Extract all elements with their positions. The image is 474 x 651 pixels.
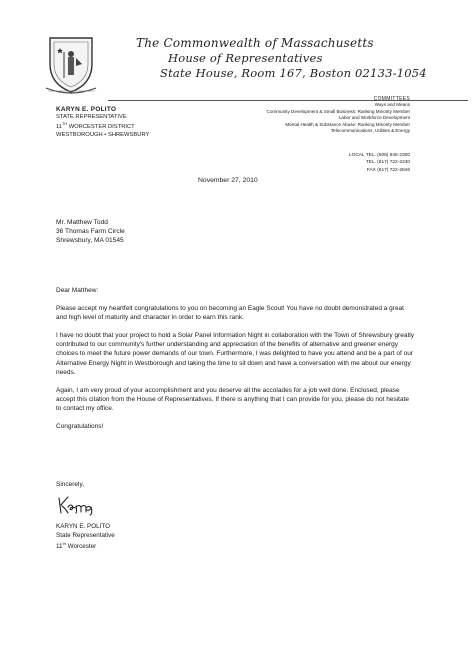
committee-item: Community Development & Small Business: Ranking Minority Member <box>266 108 410 114</box>
committee-item: Labor and Workforce Development <box>338 115 410 121</box>
massachusetts-seal-icon <box>40 34 102 96</box>
letterhead-title <box>128 36 468 81</box>
handwritten-signature <box>56 494 106 516</box>
office-phone: TEL. (617) 722-2230 <box>365 160 410 166</box>
signer-district-suffix: th <box>62 541 66 547</box>
signer-district <box>56 540 115 552</box>
body-paragraph: I have no doubt that your project to hold a Solar Panel Information Night in collaboration with the Town of Shrewsbury greatly contributed to our community's further understanding and appreciation of the benefits of alternative and greener energy choices to meet the future power demands of our town. Furthermore, I was delighted to have you attend and be a part of our Alternative Energy Night in Westborough and taking the time to sit down and have a conversation with me about our energy needs. <box>56 332 414 376</box>
committee-item: Telecommunications, Utilities & Energy <box>330 128 410 134</box>
committees-block <box>240 96 410 134</box>
recipient-line: 36 Thomas Farm Circle <box>56 228 125 236</box>
letterhead-line-house: House of Representatives <box>168 51 323 65</box>
body-paragraph: Again, I am very proud of your accomplishment and you deserve all the accolades for a job well done. Enclosed, please accept this citation from the House of Representatives. If there is anything that I can provide for you, please do not hesitate to contact my office. <box>56 386 410 412</box>
signer-title: State Representative <box>56 531 115 539</box>
letterhead-line-commonwealth: The Commonwealth of Massachusetts <box>136 36 374 50</box>
letterhead-line-address: State House, Room 167, Boston 02133-1054 <box>160 66 427 80</box>
fax-number: FAX (617) 722-2846 <box>366 167 410 173</box>
contact-block <box>300 152 410 174</box>
closing: Sincerely, <box>56 481 85 488</box>
body-paragraph: Congratulations! <box>56 423 104 431</box>
signer-name: KARYN E. POLITO <box>56 523 111 530</box>
letter-body <box>56 286 416 440</box>
signature-block <box>56 523 115 552</box>
recipient-line: Mr. Matthew Todd <box>56 219 108 226</box>
representative-district <box>56 121 186 132</box>
district-name: WORCESTER DISTRICT <box>67 124 135 131</box>
letter-date: November 27, 2010 <box>198 177 258 184</box>
committees-heading: COMMITTEES <box>373 96 410 102</box>
representative-title: STATE REPRESENTATIVE <box>56 113 127 120</box>
body-paragraph: Please accept my heartfelt congratulations to you on becoming an Eagle Scout! You have no doubt demonstrated a great and high level of maturity and character in order to earn this rank. <box>56 305 404 322</box>
signer-district-number: 11 <box>56 543 63 551</box>
local-phone: LOCAL TEL. (508) 845-2300 <box>348 153 410 158</box>
committee-item: Ways and Means <box>374 102 410 108</box>
district-suffix: TH <box>62 122 68 127</box>
recipient-address <box>56 218 125 246</box>
recipient-line: Shrewsbury, MA 01545 <box>56 237 124 245</box>
committee-item: Mental Health & Substance Abuse: Ranking Minority Member <box>285 121 410 127</box>
salutation: Dear Matthew: <box>56 287 99 294</box>
representative-name: KARYN E. POLITO <box>56 106 117 113</box>
signer-district-name: Worcester <box>65 543 97 551</box>
district-number: 11 <box>56 124 63 131</box>
representative-towns: WESTBOROUGH • SHREWSBURY <box>56 131 150 138</box>
representative-block <box>56 106 186 139</box>
